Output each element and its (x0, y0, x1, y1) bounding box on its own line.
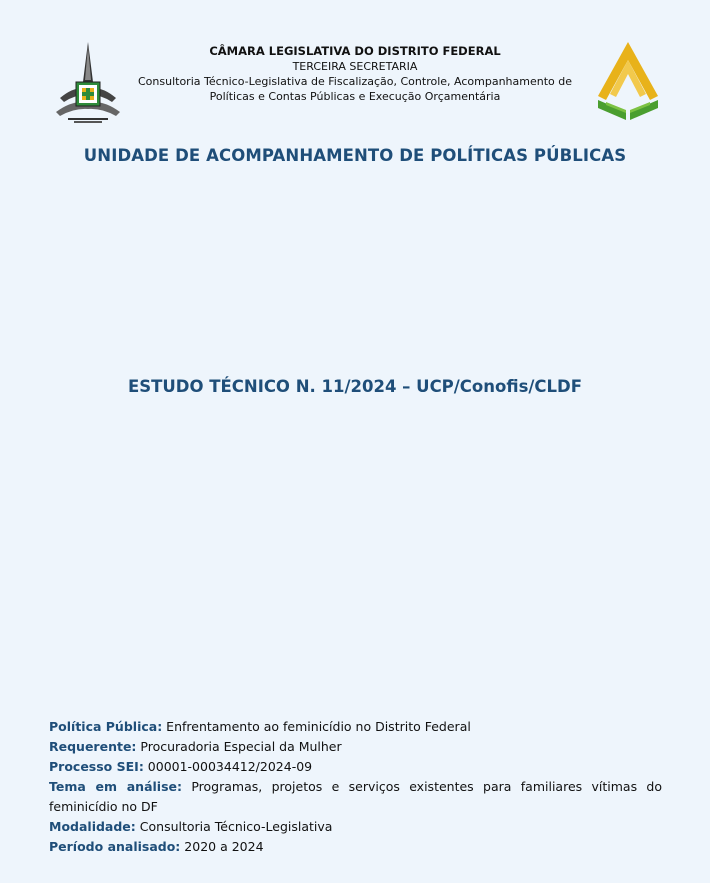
unit-title: UNIDADE DE ACOMPANHAMENTO DE POLÍTICAS PÚBLICAS (83, 146, 627, 165)
requester-value: Procuradoria Especial da Mulher (136, 739, 342, 754)
policy-row (49, 717, 662, 737)
process-label: Processo SEI: (49, 759, 144, 774)
period-value: 2020 a 2024 (180, 839, 264, 854)
process-row (49, 757, 662, 777)
topic-label: Tema em análise: (49, 779, 183, 794)
process-value: 00001-00034412/2024-09 (143, 759, 313, 774)
policy-label: Política Pública: (49, 719, 163, 734)
consultancy-line-2: Políticas e Contas Públicas e Execução Orçamentária (209, 90, 501, 103)
institution-name: CÂMARA LEGISLATIVA DO DISTRITO FEDERAL (209, 44, 501, 58)
modality-label: Modalidade: (49, 819, 136, 834)
chevron-pillar-logo-icon (596, 40, 660, 122)
topic-row (49, 777, 662, 817)
policy-value: Enfrentamento ao feminicídio no Distrito Federal (162, 719, 471, 734)
modality-value: Consultoria Técnico-Legislativa (135, 819, 333, 834)
study-title: ESTUDO TÉCNICO N. 11/2024 – UCP/Conofis/CLDF (127, 377, 583, 396)
period-row (49, 837, 662, 857)
study-metadata (49, 717, 662, 857)
period-label: Período analisado: (49, 839, 181, 854)
letterhead (130, 44, 580, 104)
consultancy-line-1: Consultoria Técnico-Legislativa de Fiscalização, Controle, Acompanhamento de (137, 75, 573, 88)
requester-label: Requerente: (49, 739, 137, 754)
requester-row (49, 737, 662, 757)
secretariat-name: TERCEIRA SECRETARIA (292, 60, 418, 73)
cldf-emblem-icon (54, 42, 122, 124)
topic-value: Programas, projetos e serviços existentes para familiares vítimas do feminicídio no DF (49, 779, 663, 814)
modality-row (49, 817, 662, 837)
